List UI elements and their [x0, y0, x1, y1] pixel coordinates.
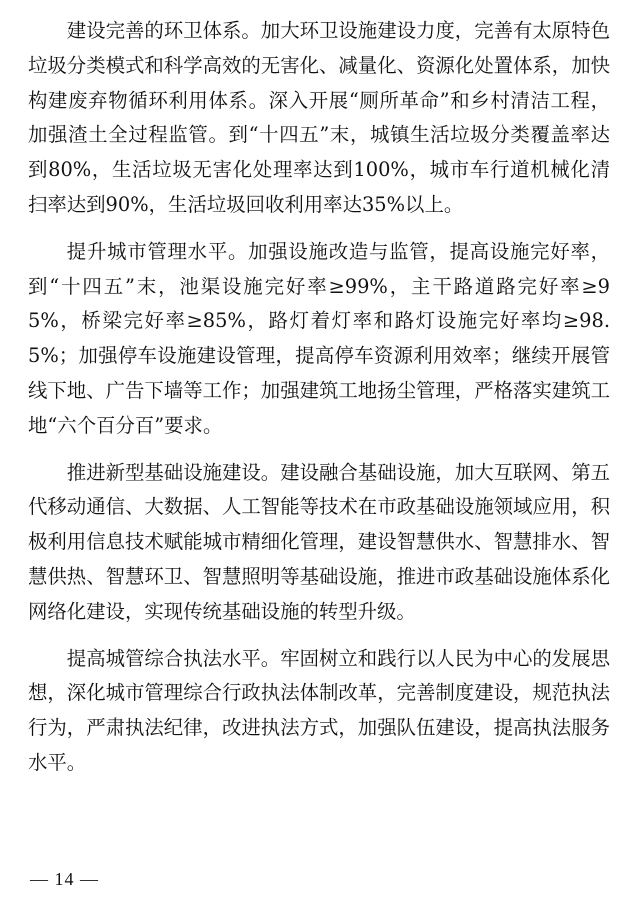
paragraph-sanitation-system: 建设完善的环卫体系。加大环卫设施建设力度，完善有太原特色垃圾分类模式和科学高效的无害化、减量化、资源化处置体系，加快构建废弃物循环利用体系。深入开展“厕所革命”和乡村清洁工程，加强渣土全过程监管。到“十四五”末，城镇生活垃圾分类覆盖率达到80%，生活垃圾无害化处理率达到100%，城市车行道机械化清扫率达到90%，生活垃圾回收利用率达35%以上。	[28, 19, 610, 216]
paragraph-city-management: 提升城市管理水平。加强设施改造与监管，提高设施完好率，到“十四五”末，池渠设施完好率≥99%，主干路道路完好率≥95%，桥梁完好率≥85%，路灯着灯率和路灯设施完好率均≥98.5%；加强停车设施建设管理，提高停车资源利用效率；继续开展管线下地、广告下墙等工作；加强建筑工地扬尘管理，严格落实建筑工地“六个百分百”要求。	[28, 239, 610, 437]
paragraph-new-infrastructure: 推进新型基础设施建设。建设融合基础设施，加大互联网、第五代移动通信、大数据、人工智能等技术在市政基础设施领域应用，积极利用信息技术赋能城市精细化管理，建设智慧供水、智慧排水、智慧供热、智慧环卫、智慧照明等基础设施，推进市政基础设施体系化网络化建设，实现传统基础设施的转型升级。	[28, 460, 610, 623]
document-body	[28, 14, 610, 781]
page-number: — 14 —	[30, 869, 99, 889]
paragraph-law-enforcement: 提高城管综合执法水平。牢固树立和践行以人民为中心的发展思想，深化城市管理综合行政执法体制改革，完善制度建设，规范执法行为，严肃执法纪律，改进执法方式，加强队伍建设，提高执法服务水平。	[28, 646, 610, 774]
